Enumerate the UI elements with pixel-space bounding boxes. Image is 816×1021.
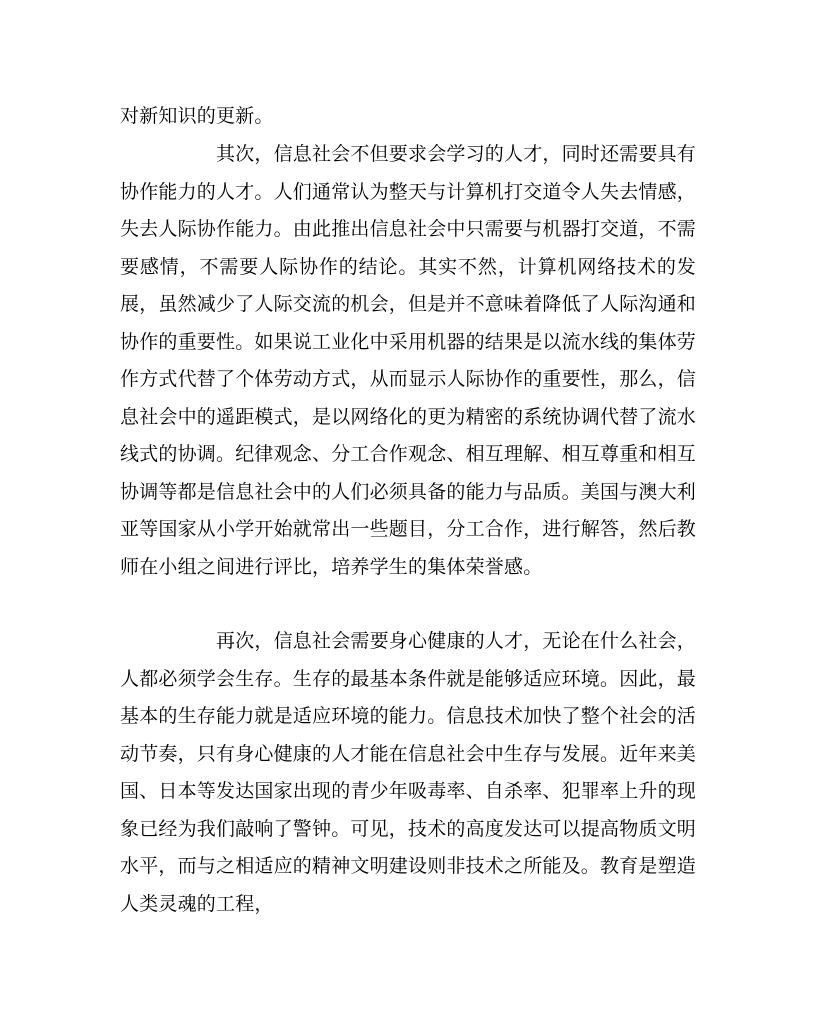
- paragraph-collaboration: 其次，信息社会不但要求会学习的人才，同时还需要具有协作能力的人才。人们通常认为整天与计算机打交道令人失去情感，失去人际协作能力。由此推出信息社会中只需要与机器打交道，不需要感情，不需要人际协作的结论。其实不然，计算机网络技术的发展，虽然减少了人际交流的机会，但是并不意味着降低了人际沟通和协作的重要性。如果说工业化中采用机器的结果是以流水线的集体劳作方式代替了个体劳动方式，从而显示人际协作的重要性，那么，信息社会中的遥距模式，是以网络化的更为精密的系统协调代替了流水线式的协调。纪律观念、分工合作观念、相互理解、相互尊重和相互协调等都是信息社会中的人们必须具备的能力与品质。美国与澳大利亚等国家从小学开始就常出一些题目，分工合作，进行解答，然后教师在小组之间进行评比，培养学生的集体荣誉感。: [120, 143, 697, 578]
- paragraph-continuation: 对新知识的更新。: [120, 105, 274, 127]
- paragraph-health: 再次，信息社会需要身心健康的人才，无论在什么社会，人都必须学会生存。生存的最基本条件就是能够适应环境。因此，最基本的生存能力就是适应环境的能力。信息技术加快了整个社会的活动节奏，只有身心健康的人才能在信息社会中生存与发展。近年来美国、日本等发达国家出现的青少年吸毒率、自杀率、犯罪率上升的现象已经为我们敲响了警钟。可见，技术的高度发达可以提高物质文明水平，而与之相适应的精神文明建设则非技术之所能及。教育是塑造人类灵魂的工程，: [120, 630, 697, 915]
